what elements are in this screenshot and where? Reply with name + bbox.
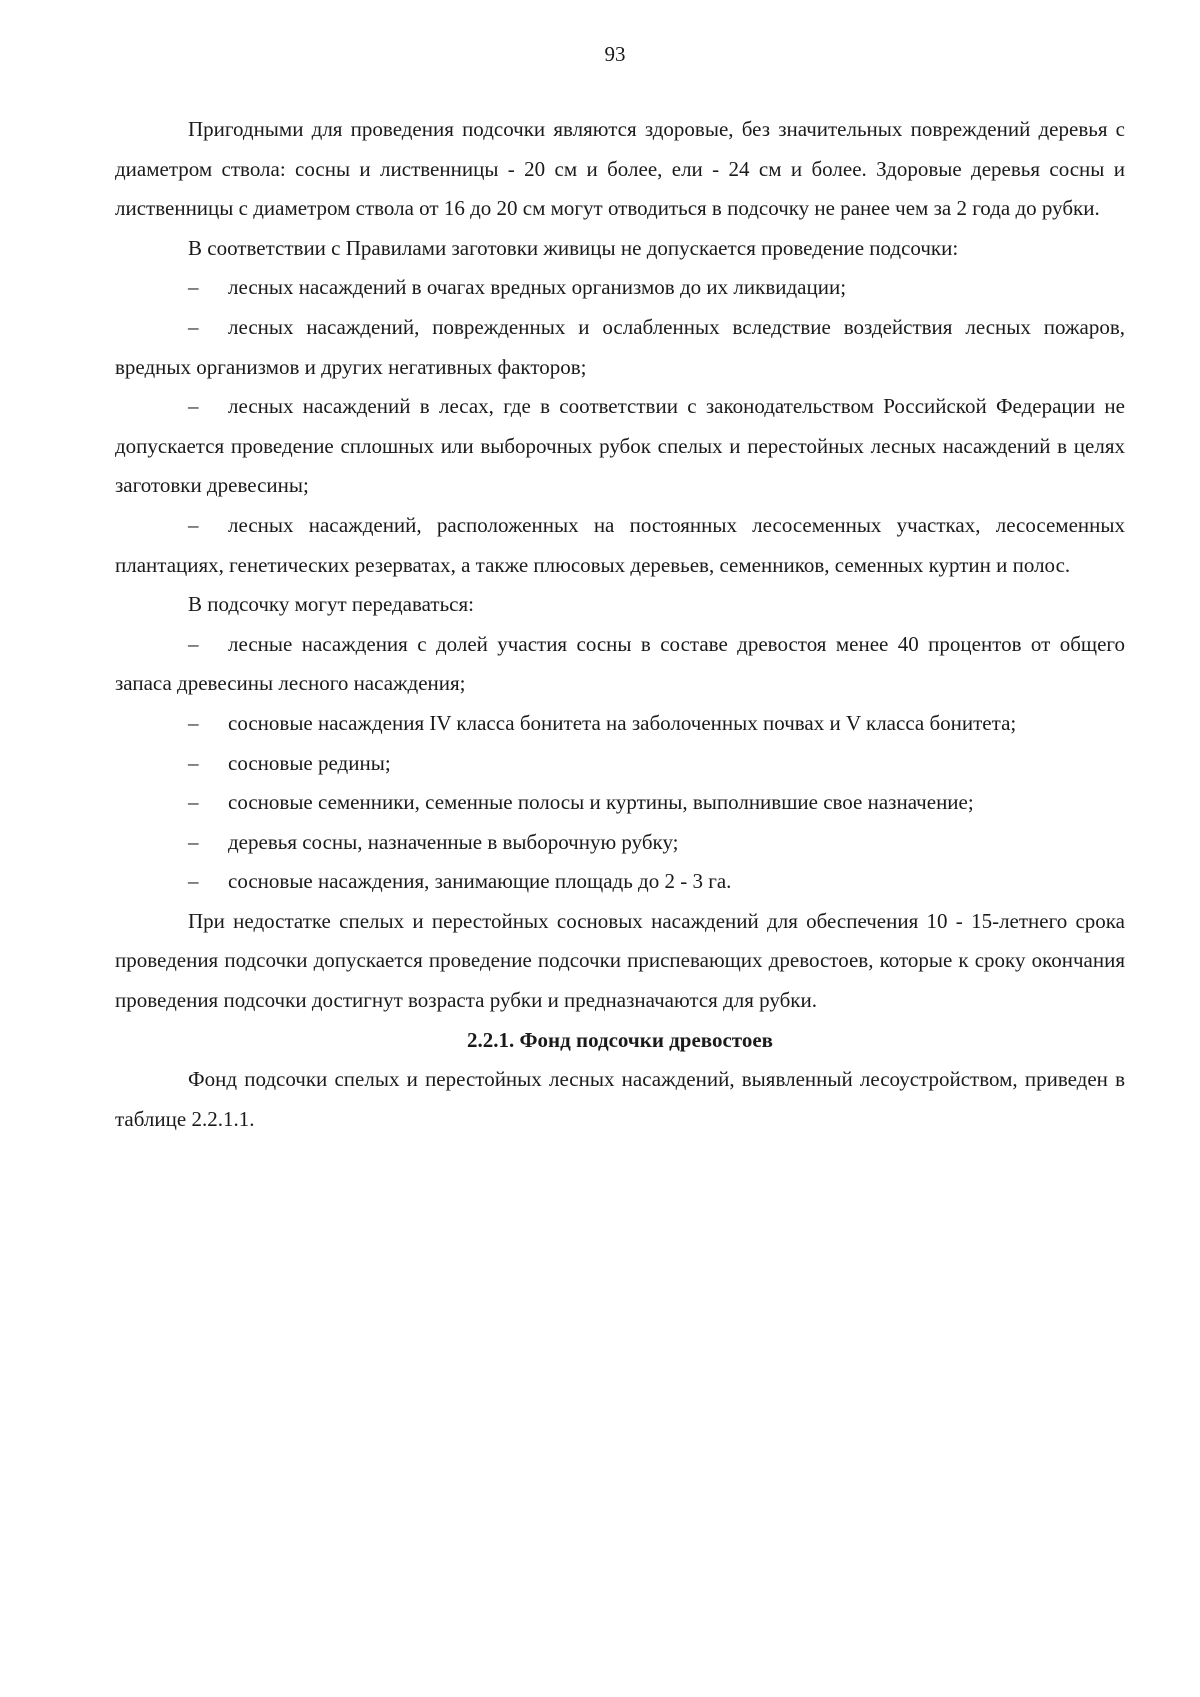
dash-bullet: – bbox=[188, 512, 199, 537]
paragraph-suitable-trees: Пригодными для проведения подсочки являются здоровые, без значительных повреждений деревья с диаметром ствола: сосны и лиственницы - 20 см и более, ели - 24 см и более. Здоровые деревья сосны и лиственницы с диаметром ствола от 16 до 20 см могут отводиться в подсочку не ранее чем за 2 года до рубки. bbox=[115, 117, 1125, 221]
list-item: – сосновые семенники, семенные полосы и куртины, выполнившие свое назначение; bbox=[115, 783, 1125, 823]
dash-bullet: – bbox=[188, 631, 199, 656]
list-item: – лесные насаждения с долей участия сосны в составе древостоя менее 40 процентов от общего запаса древесины лесного насаждения; bbox=[115, 625, 1125, 704]
paragraph-prohibited-intro: В соответствии с Правилами заготовки живицы не допускается проведение подсочки: bbox=[188, 235, 959, 260]
dash-bullet: – bbox=[188, 790, 199, 815]
dash-bullet: – bbox=[188, 394, 199, 419]
list-item: – сосновые насаждения IV класса бонитета на заболоченных почвах и V класса бонитета; bbox=[115, 704, 1125, 744]
dash-bullet: – bbox=[188, 750, 199, 775]
list-item: – деревья сосны, назначенные в выборочную рубку; bbox=[115, 823, 1125, 863]
list-item: – лесных насаждений, поврежденных и ослабленных вследствие воздействия лесных пожаров, вредных организмов и других негативных факторов; bbox=[115, 308, 1125, 387]
paragraph-allowed-intro: В подсочку могут передаваться: bbox=[188, 592, 474, 617]
dash-bullet: – bbox=[188, 829, 199, 854]
dash-bullet: – bbox=[188, 710, 199, 735]
page-number: 93 bbox=[604, 42, 626, 66]
dash-bullet: – bbox=[188, 314, 199, 339]
document-body bbox=[115, 110, 1125, 1139]
dash-bullet: – bbox=[188, 869, 199, 894]
dash-bullet: – bbox=[188, 275, 199, 300]
section-heading: 2.2.1. Фонд подсочки древостоев bbox=[466, 1027, 774, 1052]
list-item: – лесных насаждений в лесах, где в соответствии с законодательством Российской Федерации не допускается проведение сплошных или выборочных рубок спелых и перестойных лесных насаждений в целях заготовки древесины; bbox=[115, 387, 1125, 506]
paragraph-shortage: При недостатке спелых и перестойных сосновых насаждений для обеспечения 10 - 15-летнего срока проведения подсочки допускается проведение подсочки приспевающих древостоев, которые к сроку окончания проведения подсочки достигнут возраста рубки и предназначаются для рубки. bbox=[115, 908, 1125, 1013]
list-item: – сосновые насаждения, занимающие площадь до 2 - 3 га. bbox=[115, 862, 1125, 902]
list-item: – сосновые редины; bbox=[115, 744, 1125, 784]
list-item: – лесных насаждений в очагах вредных организмов до их ликвидации; bbox=[115, 268, 1125, 308]
paragraph-fund: Фонд подсочки спелых и перестойных лесных насаждений, выявленный лесоустройством, приведен в таблице 2.2.1.1. bbox=[115, 1067, 1125, 1131]
list-item: – лесных насаждений, расположенных на постоянных лесосеменных участках, лесосеменных плантациях, генетических резерватах, а также плюсовых деревьев, семенников, семенных куртин и полос. bbox=[115, 506, 1125, 585]
